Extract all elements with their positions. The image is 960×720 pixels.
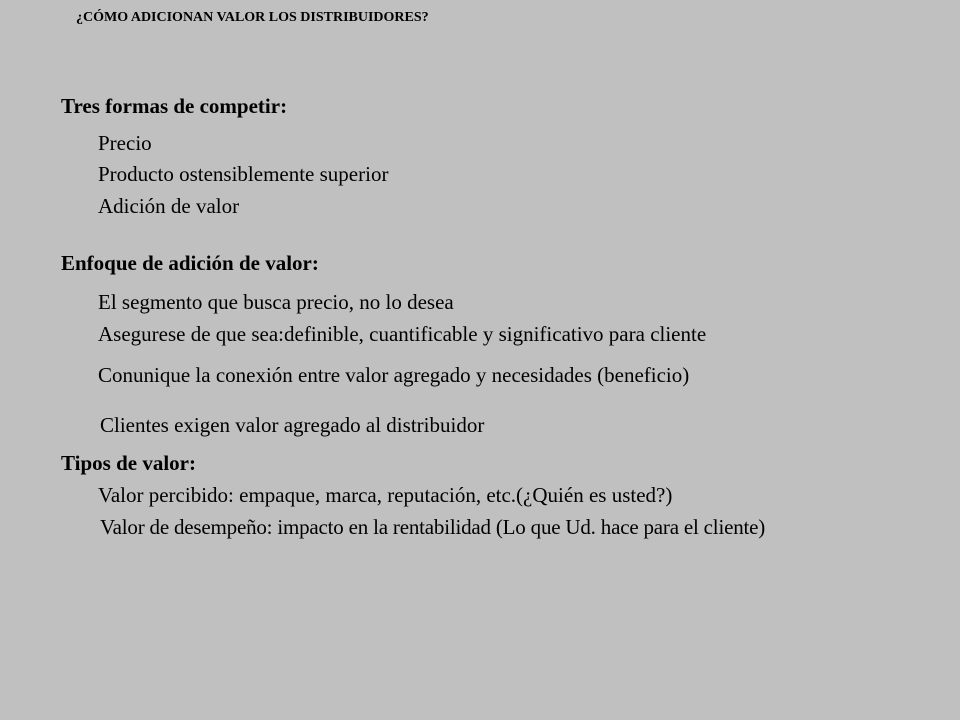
list-item: Valor de desempeño: impacto en la rentabilidad (Lo que Ud. hace para el cliente) (100, 515, 766, 539)
list-item: El segmento que busca precio, no lo desea (98, 290, 454, 314)
section-heading-enfoque: Enfoque de adición de valor: (61, 251, 319, 275)
list-item: Adición de valor (98, 194, 240, 218)
slide-title: ¿CÓMO ADICIONAN VALOR LOS DISTRIBUIDORES? (76, 10, 429, 25)
list-item: Precio (98, 131, 152, 155)
list-item: Producto ostensiblemente superior (98, 162, 389, 186)
section-heading-tipos: Tipos de valor: (61, 451, 196, 475)
list-item: Conunique la conexión entre valor agregado y necesidades (beneficio) (98, 363, 690, 387)
list-item: Asegurese de que sea:definible, cuantificable y significativo para cliente (98, 322, 707, 346)
section-heading-competir: Tres formas de competir: (61, 94, 288, 118)
list-item: Valor percibido: empaque, marca, reputación, etc.(¿Quién es usted?) (98, 483, 673, 507)
list-item: Clientes exigen valor agregado al distribuidor (100, 413, 485, 437)
